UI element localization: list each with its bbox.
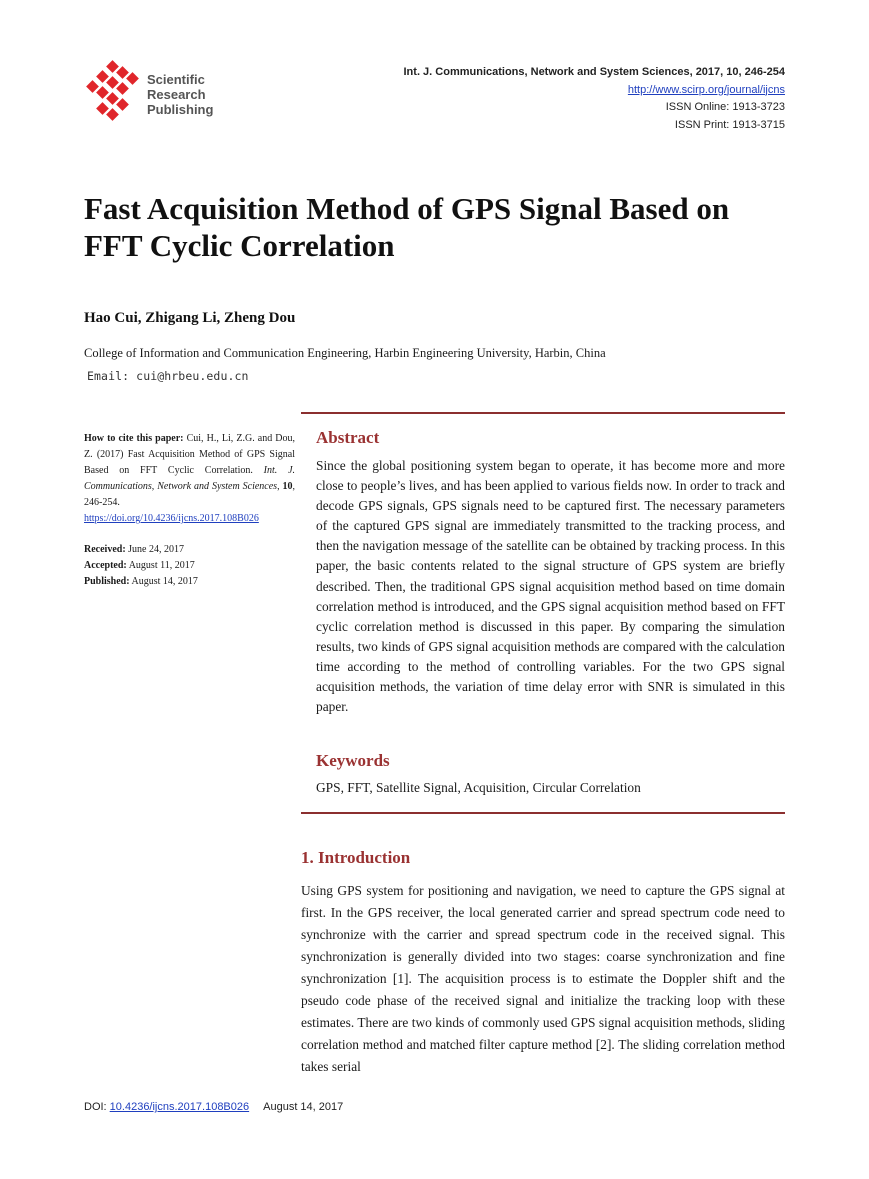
citation-text: Cui, H., Li, Z.G. and Dou, Z. (2017) Fast Acquisition Method of GPS Signal Based on FFT Cyclic Correlation. xyxy=(84,433,296,476)
introduction-heading: 1. Introduction xyxy=(301,848,411,867)
received-label: Received: xyxy=(84,544,126,555)
dates-block xyxy=(84,542,198,590)
footer-doi-label: DOI: xyxy=(84,1101,110,1113)
citation-sep: , xyxy=(277,481,283,492)
page-footer xyxy=(84,1101,343,1113)
citation-journal: Int. J. Communications, Network and System Sciences xyxy=(84,465,296,492)
citation-label: How to cite this paper: xyxy=(84,433,184,444)
publisher-name-line: Research xyxy=(147,87,206,102)
accepted-date: August 11, 2017 xyxy=(126,560,195,571)
publisher-name-line: Scientific xyxy=(147,72,205,87)
received-date: June 24, 2017 xyxy=(125,544,184,555)
publisher-name-line: Publishing xyxy=(147,102,214,117)
paper-authors: Hao Cui, Zhigang Li, Zheng Dou xyxy=(84,310,296,326)
paper-title-line: Fast Acquisition Method of GPS Signal Based on xyxy=(84,191,730,226)
publisher-name xyxy=(147,72,213,117)
footer-date: August 14, 2017 xyxy=(263,1101,344,1113)
publisher-logo-icon xyxy=(84,60,144,126)
issn-online: ISSN Online: 1913-3723 xyxy=(665,101,785,113)
paper-title-line: FFT Cyclic Correlation xyxy=(84,228,395,263)
footer-doi-link[interactable]: 10.4236/ijcns.2017.108B026 xyxy=(109,1101,250,1113)
paper-affiliation: College of Information and Communication Engineering, Harbin Engineering University, Harbin, China xyxy=(84,346,606,360)
journal-header xyxy=(404,64,786,134)
abstract-text: Since the global positioning system began to operate, it has become more and more close to people’s lives, and has been applied to various fields now. In order to track and decode GPS signals, GPS signals need to be captured first. The necessary parameters of the captured GPS signal are immediately transmitted to the tracking process, and then the navigation message of the satellite can be obtained by tracking process. In this paper, the basic contents related to the signal structure of GPS system are briefly described. Then, the traditional GPS signal acquisition method based on time domain correlation method is introduced, and the GPS signal acquisition method based on FFT cyclic correlation method is discussed in this paper. By comparing the simulation results, two kinds of GPS signal acquisition methods are compared with the calculation time according to the method of controlling variables. For the two GPS signal acquisition methods, the variation of time delay error with SNR is simulated in this paper. xyxy=(316,458,785,715)
published-date: August 14, 2017 xyxy=(129,576,198,587)
journal-url-link[interactable]: http://www.scirp.org/journal/ijcns xyxy=(627,83,785,96)
abstract-top-rule xyxy=(301,412,785,414)
paper-email: Email: cui@hrbeu.edu.cn xyxy=(87,369,249,383)
journal-name: Int. J. Communications, Network and System Sciences, 2017, 10, 246-254 xyxy=(403,66,785,78)
paper-title xyxy=(84,190,794,264)
keywords-heading: Keywords xyxy=(316,751,390,770)
citation-volume: 10 xyxy=(282,481,293,492)
citation-pages: , 246-254. xyxy=(84,481,296,508)
abstract-heading: Abstract xyxy=(316,428,380,447)
accepted-label: Accepted: xyxy=(84,560,127,571)
issn-print: ISSN Print: 1913-3715 xyxy=(674,118,785,131)
citation-doi-link[interactable]: https://doi.org/10.4236/ijcns.2017.108B026 xyxy=(84,513,259,524)
citation-block xyxy=(84,431,295,527)
published-label: Published: xyxy=(84,576,130,587)
keywords-text: GPS, FFT, Satellite Signal, Acquisition, Circular Correlation xyxy=(316,780,641,795)
abstract-bottom-rule xyxy=(301,812,785,814)
introduction-text: Using GPS system for positioning and navigation, we need to capture the GPS signal at first. In the GPS receiver, the local generated carrier and spread spectrum code need to synchronize with the carrier and spread spectrum code in the received signal. This synchronization is generally divided into two stages: coarse synchronization and fine synchronization [1]. The acquisition process is to estimate the Doppler shift and the pseudo code phase of the received signal and initialize the tracking loop with these estimates. There are two kinds of commonly used GPS signal acquisition methods, sliding correlation method and matched filter capture method [2]. The sliding correlation method takes serial xyxy=(301,883,785,1074)
